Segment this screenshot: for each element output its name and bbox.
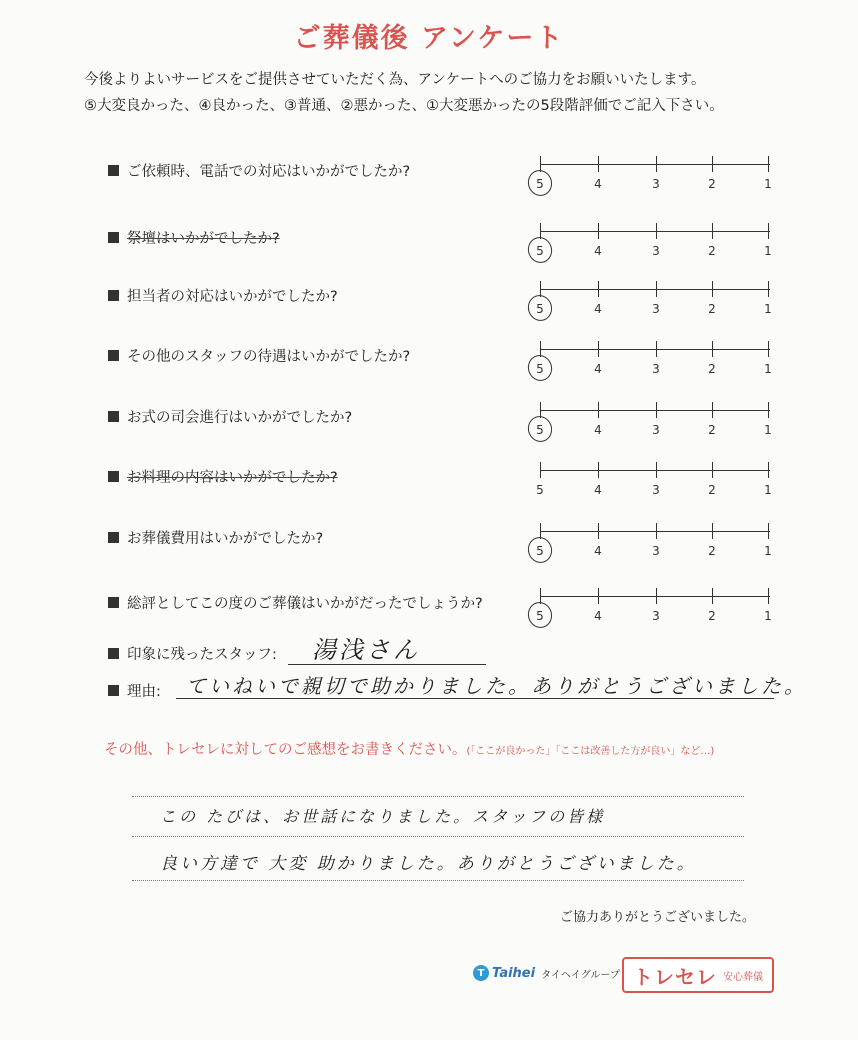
scale-number[interactable]: 1 — [764, 302, 772, 316]
taihei-logo: T Taihei タイヘイグループ — [473, 965, 620, 981]
scale-line — [540, 231, 770, 232]
scale-number[interactable]: 5 — [536, 362, 544, 376]
scale-tick — [656, 523, 657, 539]
scale-tick — [656, 588, 657, 604]
scale-tick — [656, 402, 657, 418]
scale-tick — [768, 156, 769, 172]
scale-tick — [656, 281, 657, 297]
square-bullet-icon — [108, 648, 119, 659]
selected-rating-circle — [525, 167, 556, 199]
square-bullet-icon — [108, 471, 119, 482]
rating-scale[interactable] — [526, 150, 782, 194]
square-bullet-icon — [108, 685, 119, 696]
scale-line — [540, 410, 770, 411]
scale-tick — [712, 223, 713, 239]
scale-number[interactable]: 4 — [594, 244, 602, 258]
square-bullet-icon — [108, 350, 119, 361]
scale-number[interactable]: 1 — [764, 609, 772, 623]
scale-number[interactable]: 3 — [652, 544, 660, 558]
square-bullet-icon — [108, 232, 119, 243]
question-label: 担当者の対応はいかがでしたか? — [108, 285, 338, 306]
scale-number[interactable]: 5 — [536, 177, 544, 191]
reason-label: 理由: — [108, 680, 161, 701]
scale-number[interactable]: 3 — [652, 362, 660, 376]
scale-tick — [598, 588, 599, 604]
scale-tick — [712, 588, 713, 604]
scale-number[interactable]: 1 — [764, 423, 772, 437]
scale-line — [540, 349, 770, 350]
scale-number[interactable]: 5 — [536, 483, 544, 497]
scale-number[interactable]: 4 — [594, 423, 602, 437]
question-label: お料理の内容はいかがでしたか? — [108, 466, 338, 487]
scale-number[interactable]: 5 — [536, 609, 544, 623]
scale-number[interactable]: 4 — [594, 362, 602, 376]
scale-number[interactable]: 5 — [536, 423, 544, 437]
taihei-mark-icon: T — [473, 965, 489, 981]
scale-number[interactable]: 2 — [708, 609, 716, 623]
scale-tick — [598, 281, 599, 297]
scale-tick — [712, 523, 713, 539]
scale-tick — [598, 462, 599, 478]
scale-number[interactable]: 1 — [764, 483, 772, 497]
scale-number[interactable]: 5 — [536, 544, 544, 558]
scale-number[interactable]: 4 — [594, 544, 602, 558]
scale-tick — [656, 156, 657, 172]
scale-number[interactable]: 1 — [764, 244, 772, 258]
thanks-text: ご協力ありがとうございました。 — [560, 910, 756, 925]
question-label: 祭壇はいかがでしたか? — [108, 227, 280, 248]
scale-number[interactable]: 5 — [536, 244, 544, 258]
scale-number[interactable]: 3 — [652, 423, 660, 437]
scale-tick — [768, 281, 769, 297]
scale-number[interactable]: 2 — [708, 177, 716, 191]
scale-tick — [656, 462, 657, 478]
rating-scale[interactable] — [526, 582, 782, 626]
scale-line — [540, 164, 770, 165]
scale-tick — [768, 588, 769, 604]
square-bullet-icon — [108, 290, 119, 301]
scale-tick — [598, 402, 599, 418]
comment-line — [132, 836, 744, 837]
scale-number[interactable]: 2 — [708, 483, 716, 497]
question-label: その他のスタッフの待遇はいかがでしたか? — [108, 345, 410, 366]
scale-number[interactable]: 2 — [708, 302, 716, 316]
scale-number[interactable]: 4 — [594, 483, 602, 497]
scale-line — [540, 531, 770, 532]
question-label: お式の司会進行はいかがでしたか? — [108, 406, 352, 427]
scale-line — [540, 596, 770, 597]
square-bullet-icon — [108, 532, 119, 543]
rating-scale[interactable] — [526, 275, 782, 319]
scale-tick — [712, 402, 713, 418]
scale-number[interactable]: 2 — [708, 423, 716, 437]
scale-number[interactable]: 1 — [764, 177, 772, 191]
selected-rating-circle — [525, 352, 556, 384]
scale-number[interactable]: 1 — [764, 544, 772, 558]
scale-tick — [598, 523, 599, 539]
scale-tick — [598, 156, 599, 172]
staff-underline — [288, 664, 486, 665]
scale-tick — [712, 462, 713, 478]
torecele-logo: トレセレ 安心葬儀 — [622, 957, 774, 993]
rating-scale[interactable] — [526, 517, 782, 561]
selected-rating-circle — [525, 234, 556, 266]
scale-number[interactable]: 4 — [594, 302, 602, 316]
scale-tick — [712, 281, 713, 297]
comment-line — [132, 796, 744, 797]
scale-number[interactable]: 3 — [652, 177, 660, 191]
square-bullet-icon — [108, 165, 119, 176]
scale-tick — [712, 341, 713, 357]
other-prompt: その他、トレセレに対してのご感想をお書きください。(「ここが良かった」「ここは改善した方が良い」など…) — [104, 742, 715, 758]
reason-value[interactable]: ていねいで親切で助かりました。ありがとうございました。 — [186, 674, 807, 698]
rating-scale[interactable] — [526, 217, 782, 261]
intro-line-1: 今後よりよいサービスをご提供させていただく為、アンケートへのご協力をお願いいたします。 — [84, 72, 706, 88]
scale-line — [540, 289, 770, 290]
rating-scale[interactable] — [526, 396, 782, 440]
rating-scale[interactable] — [526, 335, 782, 379]
square-bullet-icon — [108, 411, 119, 422]
intro-line-2: ⑤大変良かった、④良かった、③普通、②悪かった、①大変悪かったの5段階評価でご記入下さい。 — [84, 98, 724, 114]
scale-number[interactable]: 3 — [652, 483, 660, 497]
scale-tick — [598, 341, 599, 357]
square-bullet-icon — [108, 597, 119, 608]
scale-tick — [768, 523, 769, 539]
scale-number[interactable]: 1 — [764, 362, 772, 376]
reason-underline — [176, 698, 774, 699]
scale-tick — [768, 402, 769, 418]
scale-tick — [768, 341, 769, 357]
staff-value[interactable]: 湯浅さん — [312, 636, 420, 664]
scale-tick — [656, 341, 657, 357]
scale-tick — [598, 223, 599, 239]
scale-number[interactable]: 2 — [708, 544, 716, 558]
scale-number[interactable]: 3 — [652, 609, 660, 623]
scale-tick — [540, 462, 541, 478]
selected-rating-circle — [525, 413, 556, 445]
comment-text-2[interactable]: 良い方達で 大変 助かりました。ありがとうございました。 — [160, 854, 697, 874]
scale-tick — [768, 462, 769, 478]
staff-label: 印象に残ったスタッフ: — [108, 643, 277, 664]
rating-scale[interactable] — [526, 456, 782, 500]
scale-number[interactable]: 5 — [536, 302, 544, 316]
selected-rating-circle — [525, 292, 556, 324]
scale-number[interactable]: 4 — [594, 609, 602, 623]
scale-number[interactable]: 2 — [708, 244, 716, 258]
comment-text-1[interactable]: この たびは、お世話になりました。スタッフの皆様 — [160, 807, 606, 826]
question-label: お葬儀費用はいかがでしたか? — [108, 527, 323, 548]
scale-line — [540, 470, 770, 471]
page-title: ご葬儀後 アンケート — [293, 23, 565, 54]
question-label: ご依頼時、電話での対応はいかがでしたか? — [108, 160, 410, 181]
scale-tick — [656, 223, 657, 239]
selected-rating-circle — [525, 599, 556, 631]
scale-number[interactable]: 2 — [708, 362, 716, 376]
scale-number[interactable]: 3 — [652, 244, 660, 258]
scale-number[interactable]: 3 — [652, 302, 660, 316]
question-label: 総評としてこの度のご葬儀はいかがだったでしょうか? — [108, 592, 483, 613]
comment-line — [132, 880, 744, 881]
scale-number[interactable]: 4 — [594, 177, 602, 191]
selected-rating-circle — [525, 534, 556, 566]
scale-tick — [712, 156, 713, 172]
scale-tick — [768, 223, 769, 239]
